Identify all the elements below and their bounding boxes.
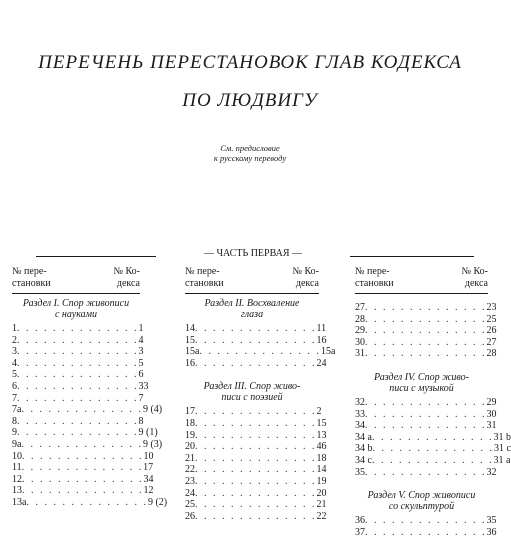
- codex-number: 9 (4): [142, 404, 163, 416]
- codex-number: 31: [486, 420, 497, 432]
- codex-number: 6: [138, 369, 144, 381]
- leader-dots: . . . . . . . . . . . . . .: [365, 515, 487, 527]
- codex-number: 21: [316, 499, 327, 511]
- table-row: [355, 420, 497, 432]
- permutation-number: 13: [12, 485, 22, 497]
- section-spacer: [355, 360, 488, 368]
- leader-dots: . . . . . . . . . . . . . .: [195, 323, 317, 334]
- table-row: [12, 462, 154, 474]
- leader-dots: . . . . . . . . . . . . . .: [17, 380, 139, 392]
- permutation-number: 14: [185, 323, 195, 334]
- leader-dots: . . . . . . . . . . . . . .: [195, 464, 317, 476]
- codex-number: 28: [486, 348, 497, 360]
- table-row: [355, 336, 497, 349]
- table-row: [355, 325, 497, 337]
- table-row: [12, 404, 163, 416]
- leader-dots: . . . . . . . . . . . . . .: [17, 427, 139, 439]
- permutation-number: 35: [355, 466, 365, 478]
- permutation-number: 37: [355, 526, 365, 538]
- codex-number: 46: [316, 441, 327, 453]
- codex-number: 36: [486, 526, 497, 538]
- leader-dots: . . . . . . . . . . . . . .: [17, 357, 139, 369]
- permutation-number: 18: [185, 417, 195, 429]
- table-row: [355, 396, 497, 409]
- section-title: Раздел II. Восхваление глаза: [204, 298, 300, 320]
- permutation-number: 24: [185, 487, 195, 499]
- permutation-number: 34 c: [355, 454, 372, 466]
- permutation-number: 31: [355, 348, 365, 360]
- column-header: [185, 266, 319, 294]
- permutation-number: 9: [12, 427, 17, 439]
- leader-dots: . . . . . . . . . . . . . .: [372, 443, 494, 455]
- permutation-number: 29: [355, 325, 365, 337]
- translator-note: [0, 143, 500, 163]
- column-header: [355, 266, 488, 294]
- permutation-number: 27: [355, 302, 365, 313]
- leader-dots: . . . . . . . . . . . . . .: [195, 429, 317, 441]
- table-row: [185, 510, 327, 523]
- table-row: [185, 334, 327, 347]
- permutation-number: 13a: [12, 496, 27, 508]
- permutation-number: 34: [355, 420, 365, 432]
- part-rule-right: [350, 256, 474, 257]
- leader-dots: . . . . . . . . . . . . . .: [371, 454, 494, 466]
- codex-number: 34: [143, 473, 154, 485]
- permutation-number: 6: [12, 380, 17, 392]
- table-row: [185, 406, 322, 418]
- page-title-line-1: ПЕРЕЧЕНЬ ПЕРЕСТАНОВОК ГЛАВ КОДЕКСА: [38, 52, 462, 73]
- leader-dots: . . . . . . . . . . . . . .: [26, 496, 148, 508]
- codex-number: 13: [316, 429, 327, 441]
- table-row: [12, 415, 144, 428]
- table-row: [355, 454, 511, 467]
- table-row: [185, 475, 327, 488]
- table-row: [355, 302, 497, 314]
- header-rule: [355, 293, 488, 294]
- leader-dots: . . . . . . . . . . . . . .: [17, 334, 139, 346]
- codex-number: 12: [143, 485, 154, 497]
- leader-dots: . . . . . . . . . . . . . .: [17, 323, 139, 334]
- codex-number: 35: [486, 515, 497, 527]
- header-rule: [185, 293, 319, 294]
- permutation-number: 17: [185, 406, 195, 418]
- permutation-number: 11: [12, 462, 22, 474]
- permutation-number: 19: [185, 429, 195, 441]
- table-row: [185, 346, 336, 358]
- header-permutation-number: № пере- становки: [185, 266, 224, 289]
- table-row: [12, 438, 163, 451]
- codex-number: 23: [486, 302, 497, 313]
- codex-number: 19: [316, 475, 327, 487]
- leader-dots: . . . . . . . . . . . . . .: [195, 499, 317, 511]
- leader-dots: . . . . . . . . . . . . . .: [365, 526, 487, 538]
- codex-number: 17: [143, 462, 154, 474]
- table-row: [185, 452, 327, 465]
- codex-number: 18: [316, 452, 327, 464]
- table-row: [185, 429, 327, 442]
- permutation-number: 23: [185, 475, 195, 487]
- column-1: [12, 266, 168, 509]
- codex-number: 1: [138, 323, 144, 334]
- table-row: [355, 348, 497, 360]
- leader-dots: . . . . . . . . . . . . . .: [195, 417, 317, 429]
- leader-dots: . . . . . . . . . . . . . .: [195, 452, 317, 464]
- permutation-number: 21: [185, 452, 195, 464]
- leader-dots: . . . . . . . . . . . . . .: [195, 334, 317, 346]
- codex-number: 11: [316, 323, 327, 334]
- permutation-number: 20: [185, 441, 195, 453]
- table-row: [355, 526, 497, 539]
- leader-dots: . . . . . . . . . . . . . .: [22, 473, 144, 485]
- permutation-number: 15a: [185, 346, 200, 358]
- leader-dots: . . . . . . . . . . . . . .: [21, 438, 143, 450]
- permutation-number: 12: [12, 473, 22, 485]
- codex-number: 32: [486, 466, 497, 478]
- codex-number: 24: [316, 357, 327, 369]
- table-row: [12, 334, 144, 347]
- table-row: [12, 380, 149, 393]
- permutation-number: 7a: [12, 404, 22, 416]
- permutation-number: 15: [185, 334, 195, 346]
- permutation-number: 4: [12, 357, 17, 369]
- codex-number: 27: [486, 336, 497, 348]
- codex-number: 9 (3): [142, 438, 163, 450]
- note-line-1: См. предисловие: [220, 143, 280, 153]
- leader-dots: . . . . . . . . . . . . . .: [371, 431, 494, 443]
- codex-number: 30: [486, 408, 497, 420]
- leader-dots: . . . . . . . . . . . . . .: [195, 441, 317, 453]
- header-rule: [12, 293, 140, 294]
- permutation-number: 33: [355, 408, 365, 420]
- codex-number: 31 a: [493, 454, 511, 466]
- section-spacer: [355, 478, 488, 486]
- table-row: [185, 441, 327, 453]
- leader-dots: . . . . . . . . . . . . . .: [22, 485, 144, 497]
- leader-dots: . . . . . . . . . . . . . .: [365, 313, 487, 325]
- table-row: [185, 487, 327, 500]
- leader-dots: . . . . . . . . . . . . . .: [199, 346, 321, 358]
- leader-dots: . . . . . . . . . . . . . .: [365, 325, 487, 337]
- part-heading: — ЧАСТЬ ПЕРВАЯ —: [203, 248, 303, 259]
- permutation-number: 32: [355, 396, 365, 408]
- permutation-number: 2: [12, 334, 17, 346]
- leader-dots: . . . . . . . . . . . . . .: [17, 392, 139, 404]
- section-title: Раздел V. Спор живописи со скульптурой: [367, 490, 476, 513]
- codex-number: 26: [486, 325, 497, 337]
- note-line-2: к русскому переводу: [213, 153, 287, 163]
- leader-dots: . . . . . . . . . . . . . .: [195, 510, 317, 522]
- table-row: [12, 427, 158, 439]
- leader-dots: . . . . . . . . . . . . . .: [195, 357, 317, 369]
- table-row: [12, 392, 144, 405]
- table-row: [355, 515, 497, 527]
- header-permutation-number: № пере- становки: [355, 266, 394, 289]
- leader-dots: . . . . . . . . . . . . . .: [21, 462, 144, 474]
- page-title-line-2: ПО ЛЮДВИГУ: [182, 90, 318, 111]
- codex-number: 33: [138, 380, 149, 392]
- codex-number: 9 (2): [147, 496, 168, 508]
- section-title: Раздел I. Спор живописи с науками: [22, 298, 130, 320]
- codex-number: 15a: [320, 346, 336, 358]
- table-row: [12, 369, 144, 381]
- table-row: [355, 466, 497, 479]
- codex-number: 16: [316, 334, 327, 346]
- leader-dots: . . . . . . . . . . . . . .: [17, 369, 139, 381]
- section-title: Раздел III. Спор живо- писи с поэзией: [203, 381, 301, 404]
- table-row: [185, 464, 327, 476]
- codex-number: 9 (1): [138, 427, 158, 439]
- column-2: [185, 266, 336, 522]
- codex-number: 5: [138, 357, 144, 369]
- table-row: [12, 323, 144, 335]
- permutation-number: 3: [12, 346, 17, 358]
- codex-number: 3: [138, 346, 144, 358]
- permutation-number: 26: [185, 510, 195, 522]
- leader-dots: . . . . . . . . . . . . . .: [365, 420, 487, 432]
- section-spacer: [355, 294, 488, 302]
- codex-number: 29: [486, 396, 497, 408]
- part-rule-left: [36, 256, 156, 257]
- column-header: [12, 266, 140, 294]
- permutation-number: 22: [185, 464, 195, 476]
- permutation-number: 34 a: [355, 431, 372, 443]
- leader-dots: . . . . . . . . . . . . . .: [195, 487, 317, 499]
- leader-dots: . . . . . . . . . . . . . .: [365, 348, 487, 360]
- table-row: [185, 417, 327, 430]
- permutation-number: 34 b: [355, 443, 373, 455]
- codex-number: 22: [316, 510, 327, 522]
- permutation-number: 9a: [12, 438, 22, 450]
- table-row: [12, 357, 144, 370]
- leader-dots: . . . . . . . . . . . . . .: [365, 396, 487, 408]
- section-title: Раздел IV. Спор живо- писи с музыкой: [374, 371, 469, 394]
- permutation-number: 10: [12, 450, 22, 462]
- header-codex-number: № Ко- декса: [113, 266, 140, 289]
- permutation-number: 25: [185, 499, 195, 511]
- header-codex-number: № Ко- декса: [292, 266, 319, 289]
- leader-dots: . . . . . . . . . . . . . .: [17, 346, 139, 358]
- permutation-number: 30: [355, 336, 365, 348]
- permutation-number: 36: [355, 515, 365, 527]
- leader-dots: . . . . . . . . . . . . . .: [195, 406, 317, 418]
- leader-dots: . . . . . . . . . . . . . .: [22, 450, 144, 462]
- table-row: [12, 473, 154, 486]
- codex-number: 10: [143, 450, 154, 462]
- codex-number: 15: [316, 417, 327, 429]
- codex-number: 4: [138, 334, 144, 346]
- permutation-number: 8: [12, 415, 17, 427]
- leader-dots: . . . . . . . . . . . . . .: [365, 466, 487, 478]
- header-permutation-number: № пере- становки: [12, 266, 51, 289]
- header-codex-number: № Ко- декса: [461, 266, 488, 289]
- codex-number: 31 c: [494, 443, 511, 455]
- codex-number: 7: [138, 392, 144, 404]
- permutation-number: 7: [12, 392, 17, 404]
- column-3: [355, 266, 511, 538]
- codex-number: 20: [316, 487, 327, 499]
- table-row: [355, 443, 511, 455]
- permutation-number: 16: [185, 357, 195, 369]
- codex-number: 31 b: [493, 431, 511, 443]
- table-row: [185, 323, 327, 335]
- permutation-number: 1: [12, 323, 17, 334]
- table-row: [185, 357, 327, 370]
- table-row: [12, 346, 144, 358]
- permutation-number: 28: [355, 313, 365, 325]
- leader-dots: . . . . . . . . . . . . . .: [365, 302, 487, 313]
- section-spacer: [185, 369, 319, 377]
- table-row: [355, 431, 511, 444]
- table-row: [12, 450, 154, 463]
- leader-dots: . . . . . . . . . . . . . .: [17, 415, 139, 427]
- table-row: [185, 499, 327, 511]
- leader-dots: . . . . . . . . . . . . . .: [365, 408, 487, 420]
- codex-number: 25: [486, 313, 497, 325]
- leader-dots: . . . . . . . . . . . . . .: [195, 475, 317, 487]
- table-row: [12, 485, 154, 497]
- codex-number: 14: [316, 464, 327, 476]
- permutation-number: 5: [12, 369, 17, 381]
- leader-dots: . . . . . . . . . . . . . .: [365, 336, 487, 348]
- codex-number: 8: [138, 415, 144, 427]
- table-row: [355, 408, 497, 421]
- table-row: [12, 496, 168, 509]
- leader-dots: . . . . . . . . . . . . . .: [21, 404, 143, 416]
- codex-number: 2: [316, 406, 322, 418]
- table-row: [355, 313, 497, 326]
